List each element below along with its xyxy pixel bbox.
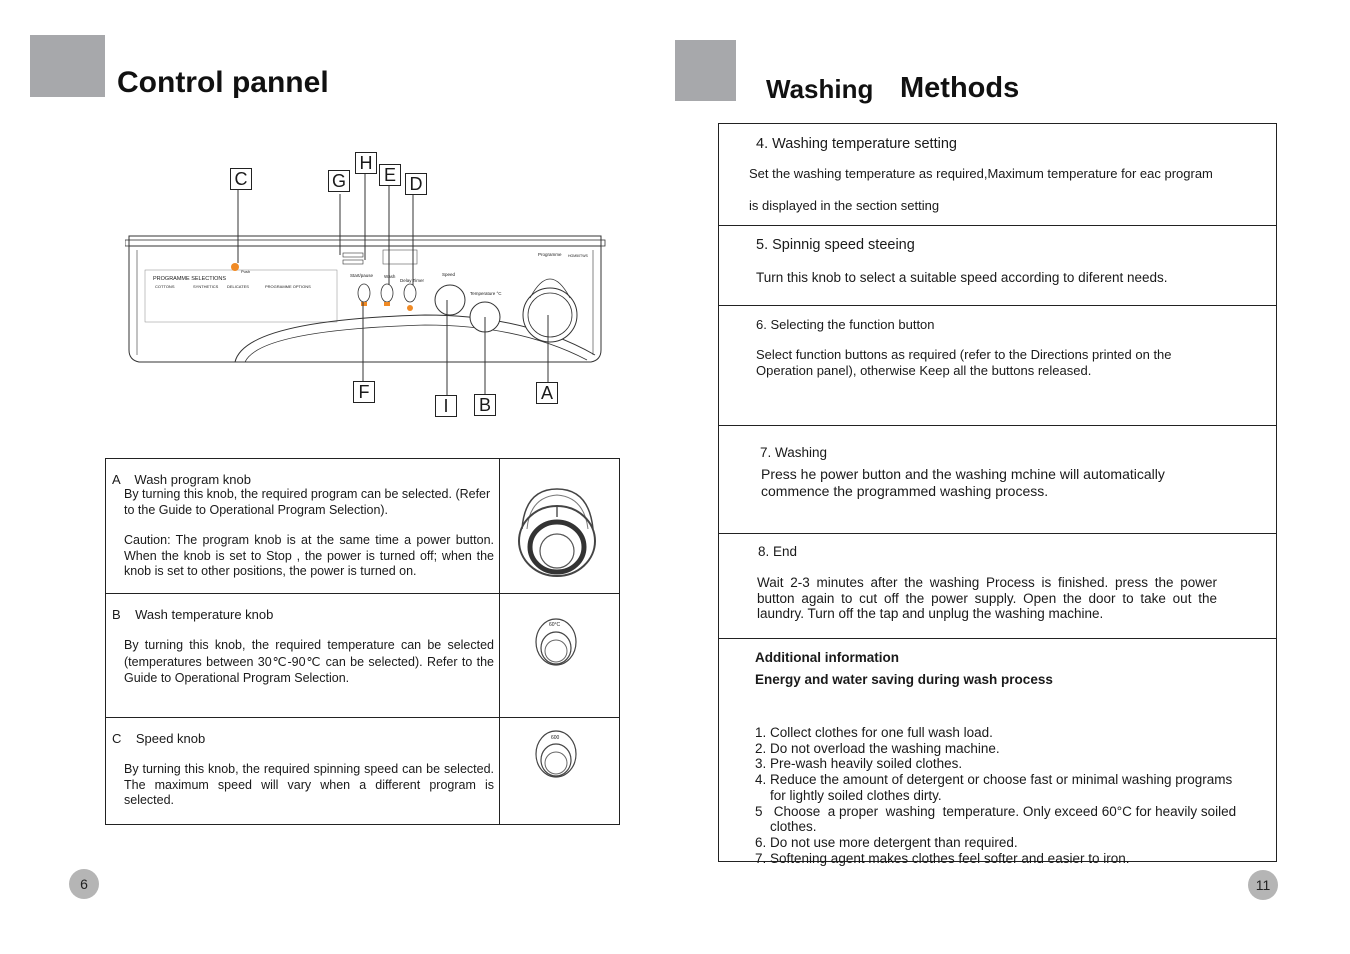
panel-delicates-label: DELICATES	[227, 284, 249, 289]
page-number-right: 11	[1248, 870, 1278, 900]
callout-i: I	[435, 395, 457, 417]
page-title-methods: Methods	[900, 72, 1020, 104]
temperature-knob-label: 60°C	[549, 622, 561, 628]
list-item: for lightly soiled clothes dirty.	[755, 787, 942, 803]
table-cell-text	[106, 718, 500, 824]
row-caution: Caution: The program knob is at the same time a power button. When the knob is set to Stop , the power is turned off; when the knob is set to other positions, the power is turned on.	[124, 533, 494, 578]
table-cell-image	[500, 459, 619, 593]
row-body: By turning this knob, the required program can be selected. (Refer to the Guide to Operational Program Selection).	[124, 487, 491, 517]
section-line: Select function buttons as required (refer to the Directions printed on the	[756, 347, 1172, 362]
control-description-table	[105, 458, 620, 825]
section-line: is displayed in the section setting	[749, 198, 940, 213]
page-number-left: 6	[69, 869, 99, 899]
table-row	[106, 718, 619, 824]
panel-delay-timer-label: Delay Timer	[400, 278, 425, 283]
section-end	[719, 534, 1276, 639]
page-title-washing: Washing	[766, 74, 874, 104]
control-panel-diagram	[125, 150, 610, 420]
list-item: 5 Choose a proper washing temperature. Only exceed 60°C for heavily soiled	[755, 803, 1237, 819]
section-line: Wait 2-3 minutes after the washing Process is finished. press the power button again to cut off the power supply. Open the door to take out the laundry. Turn off the tap and unplug the washing machine.	[757, 575, 1217, 621]
callout-e: E	[379, 164, 401, 186]
list-item: 3. Pre-wash heavily soiled clothes.	[755, 756, 963, 772]
list-item: 2. Do not overload the washing machine.	[755, 740, 1000, 756]
section-line: Press he power button and the washing mchine will automatically	[761, 466, 1165, 482]
section-line: Set the washing temperature as required,Maximum temperature for eac program	[749, 166, 1213, 181]
callout-b: B	[474, 394, 496, 416]
table-row	[106, 459, 619, 594]
energy-saving-list	[755, 725, 1265, 866]
callout-g: G	[328, 170, 350, 192]
section-washing	[719, 426, 1276, 534]
panel-cottons-label: COTTONS	[155, 284, 175, 289]
row-heading: B Wash temperature knob	[112, 607, 274, 622]
section-heading: 6. Selecting the function button	[756, 317, 935, 332]
section-line: Operation panel), otherwise Keep all the buttons released.	[756, 363, 1092, 378]
list-item: clothes.	[755, 819, 817, 835]
callout-a: A	[536, 382, 558, 404]
list-item: 7. Softening agent makes clothes feel softer and easier to iron.	[755, 850, 1130, 866]
panel-model-label: HGM50TWS	[568, 254, 588, 258]
table-cell-text	[106, 459, 500, 593]
program-knob-illustration	[500, 459, 619, 593]
panel-programme-label: Programme	[538, 252, 562, 257]
table-cell-image	[500, 594, 619, 717]
section-heading: 8. End	[758, 544, 798, 559]
list-item: 1. Collect clothes for one full wash load.	[755, 725, 993, 740]
speed-knob-label: 600	[551, 735, 560, 741]
panel-speed-label: Speed	[442, 272, 456, 277]
washing-methods-table	[718, 123, 1277, 866]
page-title: Control pannel	[117, 66, 329, 99]
section-line: Turn this knob to select a suitable speed according to diferent needs.	[756, 270, 1168, 285]
list-item: 4. Reduce the amount of detergent or choose fast or minimal washing programs	[755, 772, 1233, 788]
energy-saving-heading: Energy and water saving during wash process	[755, 672, 1053, 687]
callout-h: H	[355, 152, 377, 174]
speed-knob-illustration	[500, 718, 619, 824]
list-item: 6. Do not use more detergent than required.	[755, 834, 1018, 850]
panel-programme-selections-label: PROGRAMME SELECTIONS	[153, 276, 227, 282]
panel-push-label: Push	[241, 269, 251, 274]
section-line: commence the programmed washing process.	[761, 483, 1049, 499]
section-function-button	[719, 306, 1276, 426]
panel-wash-label: Wash	[384, 274, 396, 279]
section-heading: 4. Washing temperature setting	[756, 136, 957, 152]
section-additional-information	[719, 639, 1276, 866]
row-heading: A Wash program knob	[112, 472, 251, 487]
row-heading: C Speed knob	[112, 731, 206, 746]
callout-d: D	[405, 173, 427, 195]
panel-temperature-label: Temperature °C	[470, 291, 502, 296]
table-cell-text	[106, 594, 500, 717]
section-spinning-speed	[719, 226, 1276, 306]
panel-programme-options-label: PROGRAMME OPTIONS	[265, 284, 311, 289]
section-heading: 7. Washing	[760, 445, 828, 460]
section-marker-block	[30, 35, 105, 97]
callout-c: C	[230, 168, 252, 190]
table-cell-image	[500, 718, 619, 824]
panel-synthetics-label: SYNTHETICS	[193, 284, 219, 289]
callout-f: F	[353, 381, 375, 403]
row-body: By turning this knob, the required spinning speed can be selected. The maximum speed will vary when a different program is selected.	[124, 762, 494, 807]
additional-heading: Additional information	[755, 650, 899, 665]
temperature-knob-illustration	[500, 594, 619, 717]
section-heading: 5. Spinnig speed steeing	[756, 237, 915, 253]
table-row	[106, 594, 619, 718]
section-marker-block	[675, 40, 736, 101]
section-temperature-setting	[719, 124, 1276, 226]
row-body: By turning this knob, the required temperature can be selected (temperatures between 30℃-90℃ can be selected). Refer to the Guide to Operational Program Selection.	[124, 638, 494, 685]
panel-start-pause-label: Start/pause	[350, 273, 374, 278]
